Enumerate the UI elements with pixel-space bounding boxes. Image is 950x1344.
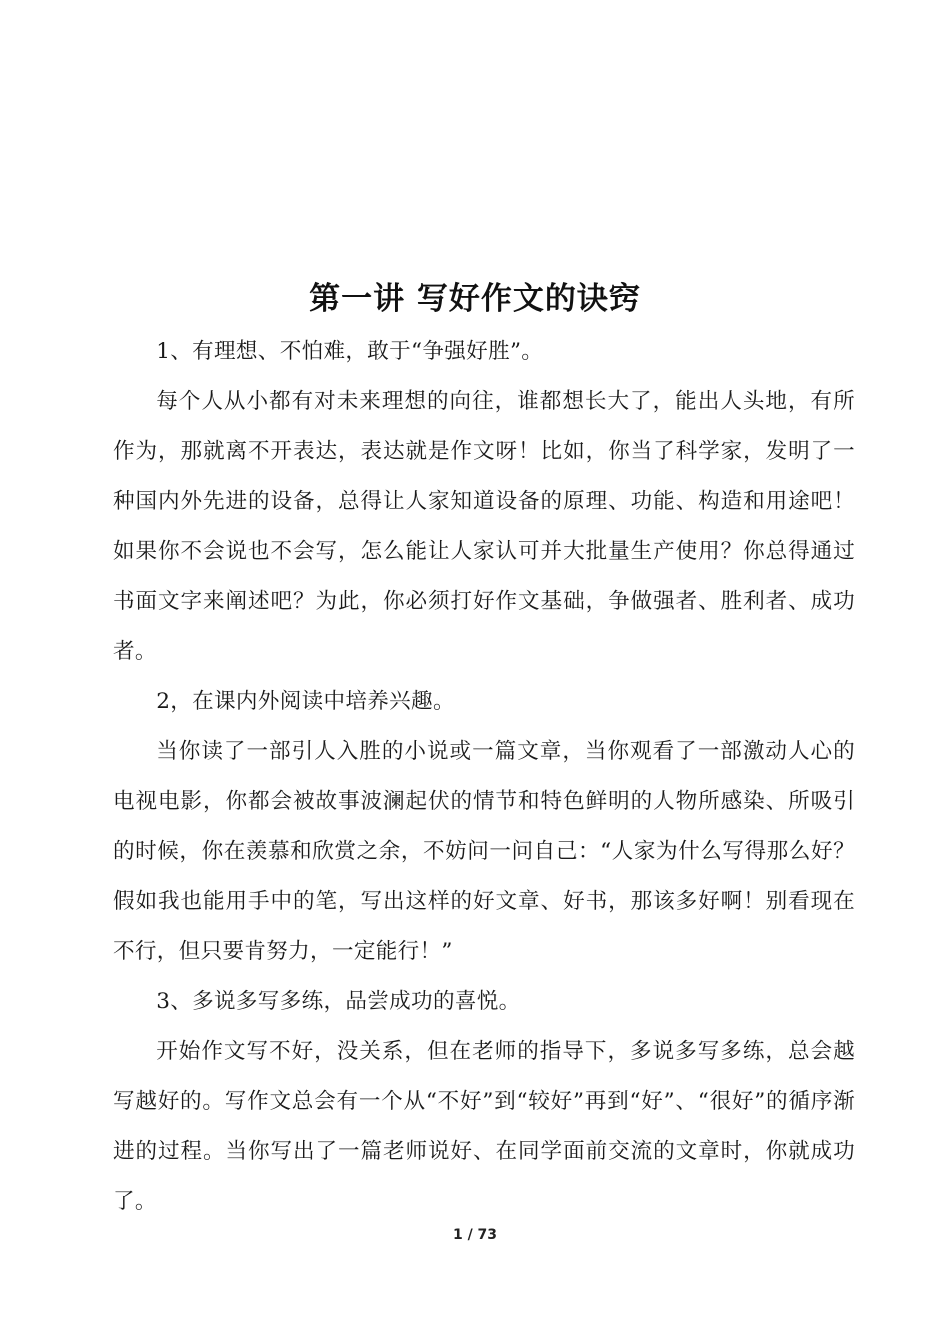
page-number: 1 / 73 [452, 1227, 498, 1243]
document-body [113, 327, 855, 1227]
paragraph-point-3: 开始作文写不好，没关系，但在老师的指导下，多说多写多练，总会越写越好的。写作文总会有一个从“不好”到“较好”再到“好”、“很好”的循序渐进的过程。当你写出了一篇老师说好、在同学面前交流的文章时，你就成功了。 [113, 1039, 855, 1214]
heading-point-2: 2，在课内外阅读中培养兴趣。 [156, 689, 455, 714]
heading-point-1: 1、有理想、不怕难，敢于“争强好胜”。 [156, 339, 544, 364]
heading-point-3: 3、多说多写多练，品尝成功的喜悦。 [156, 989, 521, 1014]
paragraph-point-2: 当你读了一部引人入胜的小说或一篇文章，当你观看了一部激动人心的电视电影，你都会被故事波澜起伏的情节和特色鲜明的人物所感染、所吸引的时候，你在羡慕和欣赏之余，不妨问一问自己：“人家为什么写得那么好？假如我也能用手中的笔，写出这样的好文章、好书，那该多好啊！别看现在不行，但只要肯努力，一定能行！” [113, 739, 855, 964]
paragraph-point-1: 每个人从小都有对未来理想的向往，谁都想长大了，能出人头地，有所作为，那就离不开表达，表达就是作文呀！比如，你当了科学家，发明了一种国内外先进的设备，总得让人家知道设备的原理、功能、构造和用途吧！如果你不会说也不会写，怎么能让人家认可并大批量生产使用？你总得通过书面文字来阐述吧？为此，你必须打好作文基础，争做强者、胜利者、成功者。 [113, 389, 855, 664]
document-title: 第一讲 写好作文的诀窍 [309, 281, 641, 317]
